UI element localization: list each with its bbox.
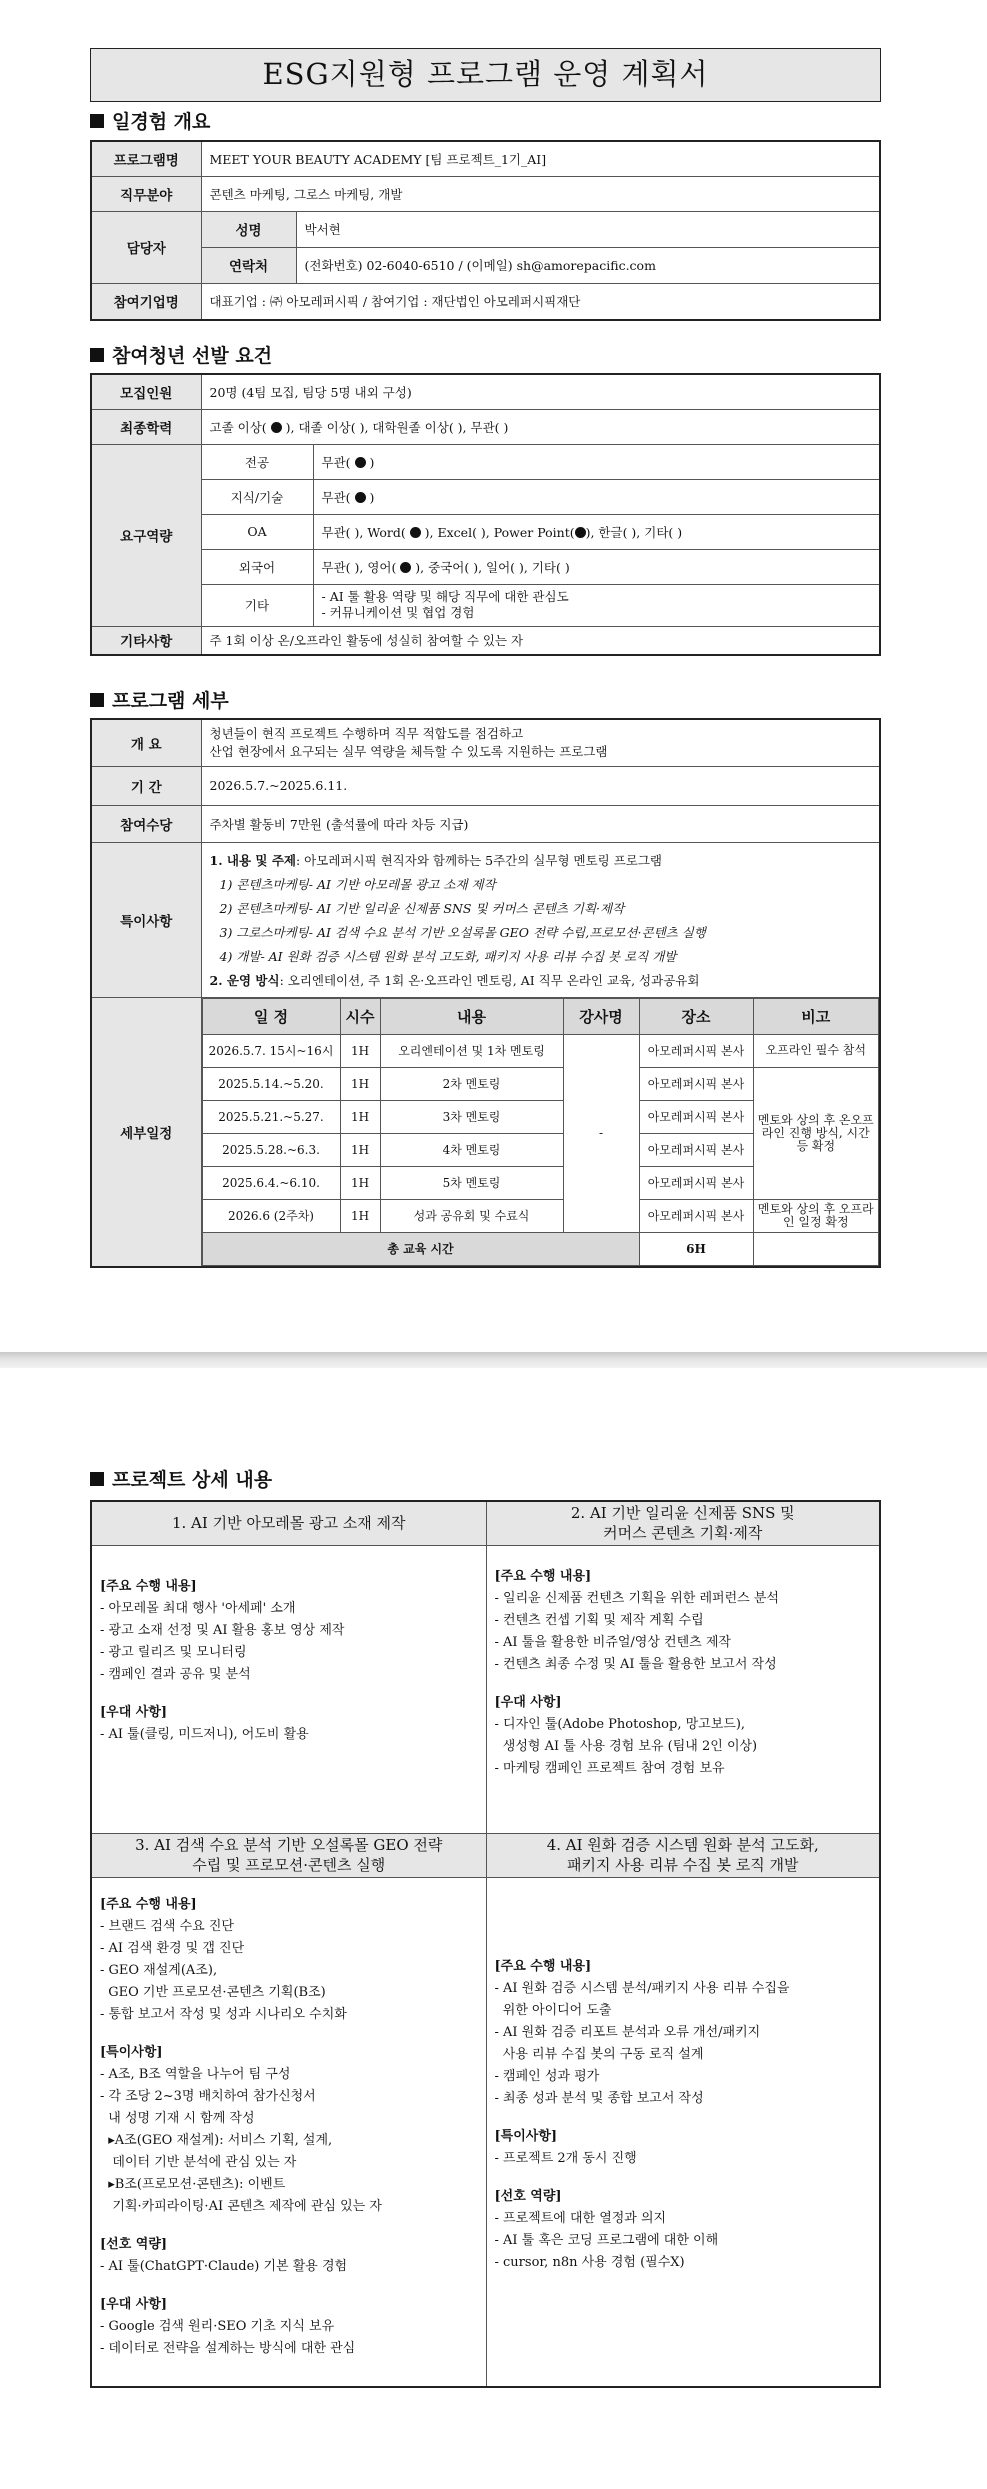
schedule-header: 강사명 [563, 998, 639, 1034]
etc-line: - 커뮤니케이션 및 협업 경험 [321, 605, 475, 620]
project-line: - Google 검색 원리·SEO 기초 지식 보유 [100, 2318, 335, 2334]
allowance-value: 주차별 활동비 7만원 (출석률에 따라 차등 지급) [201, 805, 880, 842]
project-line: - cursor, n8n 사용 경험 (필수X) [494, 2254, 685, 2270]
schedule-note: 오프라인 필수 참석 [753, 1034, 879, 1067]
schedule-content: 성과 공유회 및 수료식 [380, 1199, 563, 1232]
project-line: - AI 원화 검증 시스템 분석/패키지 사용 리뷰 수집을 [494, 1980, 790, 1996]
schedule-hours: 1H [340, 1133, 380, 1166]
title-line: 수립 및 프로모션·콘텐츠 실행 [192, 1856, 386, 1874]
table-row [91, 374, 880, 409]
schedule-place: 아모레퍼시픽 본사 [639, 1067, 753, 1100]
project-4-body [486, 1877, 880, 2387]
period-label: 기 간 [91, 766, 201, 805]
spacer [495, 2170, 872, 2186]
competency-label: 요구역량 [91, 444, 201, 626]
schedule-instructor: - [563, 1034, 639, 1232]
square-bullet-icon [90, 348, 104, 362]
project-title-row [91, 1501, 880, 1545]
checked-dot-icon [271, 422, 282, 433]
overview-line: 산업 현장에서 요구되는 실무 역량을 체득할 수 있도록 지원하는 프로그램 [209, 743, 608, 759]
table-row [91, 719, 880, 766]
schedule-hours: 1H [340, 1100, 380, 1133]
company-label: 참여기업명 [91, 283, 201, 320]
schedule-date: 2026.5.7. 15시~16시 [202, 1034, 340, 1067]
schedule-date: 2025.5.28.~6.3. [202, 1133, 340, 1166]
project-line: - 통합 보고서 작성 및 성과 시나리오 수치화 [100, 2006, 347, 2022]
schedule-place: 아모레퍼시픽 본사 [639, 1133, 753, 1166]
project-title-row [91, 1833, 880, 1877]
project-line: 사용 리뷰 수집 봇의 구동 로직 설계 [494, 2046, 704, 2062]
schedule-date: 2025.6.4.~6.10. [202, 1166, 340, 1199]
text: ), Excel( ), Power Point( [424, 524, 575, 540]
project-subheading: [주요 수행 내용] [100, 1578, 197, 1594]
text: ) [365, 454, 375, 470]
program-name-value: MEET YOUR BEAUTY ACADEMY [팀 프로젝트_1기_AI] [201, 141, 880, 176]
project-body-row [91, 1545, 880, 1833]
schedule-header: 내용 [380, 998, 563, 1034]
project-line: 생성형 AI 툴 사용 경험 보유 (팀내 2인 이상) [494, 1738, 758, 1754]
project-line: 기획·카피라이팅·AI 콘텐츠 제작에 관심 있는 자 [100, 2198, 382, 2214]
job-field-value: 콘텐츠 마케팅, 그로스 마케팅, 개발 [201, 176, 880, 211]
text: ), 대졸 이상( ), 대학원졸 이상( ), 무관( ) [285, 419, 509, 435]
table-row [91, 997, 880, 1267]
checked-dot-icon [400, 562, 411, 573]
square-bullet-icon [90, 693, 104, 707]
section-title: 일경험 개요 [112, 111, 211, 133]
schedule-content: 3차 멘토링 [380, 1100, 563, 1133]
schedule-content: 5차 멘토링 [380, 1166, 563, 1199]
schedule-note: 멘토와 상의 후 온오프라인 진행 방식, 시간 등 확정 [753, 1067, 879, 1199]
project-line: - 데이터로 전략을 설계하는 방식에 대한 관심 [100, 2340, 356, 2356]
company-value: 대표기업 : ㈜ 아모레퍼시픽 / 참여기업 : 재단법인 아모레퍼시픽재단 [201, 283, 880, 320]
job-field-label: 직무분야 [91, 176, 201, 211]
checked-dot-icon [410, 527, 421, 538]
etc-line: - AI 툴 활용 역량 및 해당 직무에 대한 관심도 [321, 589, 569, 604]
project-subheading: [특이사항] [100, 2044, 163, 2060]
other-value: 주 1회 이상 온/오프라인 활동에 성실히 참여할 수 있는 자 [201, 626, 880, 655]
spacer [100, 2026, 478, 2042]
project-line: - AI 툴 혹은 코딩 프로그램에 대한 이해 [494, 2232, 719, 2248]
project-subheading: [주요 수행 내용] [494, 1958, 592, 1974]
project-line: 위한 아이디어 도출 [494, 2002, 612, 2018]
table-row [91, 247, 880, 283]
project-subheading: [우대 사항] [494, 1694, 562, 1710]
table-row [91, 444, 880, 479]
schedule-hours: 1H [340, 1067, 380, 1100]
schedule-table [202, 998, 880, 1266]
schedule-hours: 1H [340, 1166, 380, 1199]
skill-label: 지식/기술 [201, 479, 313, 514]
project-line: - 디자인 툴(Adobe Photoshop, 망고보드), [494, 1716, 746, 1732]
schedule-hours: 1H [340, 1034, 380, 1067]
project-4-title [486, 1833, 880, 1877]
project-line: - 캠페인 결과 공유 및 분석 [100, 1666, 251, 1682]
project-line: - AI 원화 검증 리포트 분석과 오류 개선/패키지 [494, 2024, 761, 2040]
project-line: - 브랜드 검색 수요 진단 [100, 1918, 234, 1934]
program-overview-value [201, 719, 880, 766]
topic-item: 4) 개발- AI 원화 검증 시스템 원화 분석 고도화, 패키지 사용 리뷰 수집 봇 로직 개발 [219, 948, 677, 964]
text: 무관( ), Word( [321, 524, 406, 540]
checked-dot-icon [575, 527, 586, 538]
project-line: - 광고 릴리즈 및 모니터링 [100, 1644, 247, 1660]
section-title: 프로젝트 상세 내용 [112, 1469, 273, 1491]
project-line: - 캠페인 성과 평가 [494, 2068, 600, 2084]
project-line: ▸A조(GEO 재설계): 서비스 기획, 설계, [100, 2132, 333, 2148]
project-3-title [91, 1833, 486, 1877]
project-2-title [486, 1501, 880, 1545]
table-row [91, 176, 880, 211]
period-value: 2026.5.7.~2025.6.11. [201, 766, 880, 805]
page-2 [0, 1368, 987, 2489]
title-line: 패키지 사용 리뷰 수집 봇 로직 개발 [567, 1856, 799, 1874]
schedule-date: 2025.5.21.~5.27. [202, 1100, 340, 1133]
overview-table [90, 140, 881, 321]
text: 2. 운영 방식 [209, 972, 280, 988]
schedule-content: 오리엔테이션 및 1차 멘토링 [380, 1034, 563, 1067]
major-value [313, 444, 880, 479]
topic-item: 3) 그로스마케팅- AI 검색 수요 분석 기반 오설록몰 GEO 전략 수립,프로모션·콘텐츠 실행 [219, 924, 706, 940]
manager-label: 담당자 [91, 211, 201, 283]
document-title: ESG지원형 프로그램 운영 계획서 [90, 48, 881, 102]
square-bullet-icon [90, 114, 104, 128]
etc-value [313, 584, 880, 626]
table-row [91, 842, 880, 997]
project-subheading: [주요 수행 내용] [494, 1568, 592, 1584]
table-row [91, 479, 880, 514]
requirements-table [90, 373, 881, 656]
allowance-label: 참여수당 [91, 805, 201, 842]
text: : 아모레퍼시픽 현직자와 함께하는 5주간의 실무형 멘토링 프로그램 [295, 852, 662, 868]
total-hours-value: 6H [639, 1232, 753, 1265]
project-subheading: [선호 역량] [100, 2236, 168, 2252]
schedule-place: 아모레퍼시픽 본사 [639, 1166, 753, 1199]
project-line: - A조, B조 역할을 나누어 팀 구성 [100, 2066, 291, 2082]
schedule-header: 비고 [753, 998, 879, 1034]
spacer [100, 2218, 478, 2234]
project-line: - 프로젝트에 대한 열정과 의지 [494, 2210, 667, 2226]
project-line: - AI 툴을 활용한 비쥬얼/영상 컨텐츠 제작 [494, 1634, 731, 1650]
text: 무관( [321, 489, 351, 505]
project-line: - 일리윤 신제품 컨텐츠 기획을 위한 레퍼런스 분석 [494, 1590, 779, 1606]
table-row [91, 211, 880, 247]
empty-cell [753, 1232, 879, 1265]
table-row [91, 805, 880, 842]
project-line: - AI 검색 환경 및 갭 진단 [100, 1940, 245, 1956]
project-line: - 컨텐츠 컨셉 기획 및 제작 계획 수립 [494, 1612, 704, 1628]
text: : 오리엔테이션, 주 1회 온·오프라인 멘토링, AI 직무 온라인 교육, 성과공유회 [279, 972, 700, 988]
project-body-row [91, 1877, 880, 2387]
contact-label: 연락처 [201, 247, 296, 283]
method-line [210, 969, 872, 993]
project-1-title: 1. AI 기반 아모레몰 광고 소재 제작 [91, 1501, 486, 1545]
square-bullet-icon [90, 1472, 104, 1486]
total-hours-label: 총 교육 시간 [202, 1232, 639, 1265]
text: ), 한글( ), 기타( ) [585, 524, 683, 540]
project-line: - 아모레몰 최대 행사 '아세페' 소개 [100, 1600, 296, 1616]
section-heading-projects [90, 1468, 272, 1492]
project-subheading: [우대 사항] [100, 1704, 168, 1720]
topic-item: 2) 콘텐츠마케팅- AI 기반 일리윤 신제품 SNS 및 커머스 콘텐츠 기획·제작 [219, 900, 625, 916]
project-line: - 프로젝트 2개 동시 진행 [494, 2150, 637, 2166]
topic-item: 1) 콘텐츠마케팅- AI 기반 아모레몰 광고 소재 제작 [219, 876, 496, 892]
project-1-body [91, 1545, 486, 1833]
schedule-header-row [202, 998, 879, 1034]
page-separator [0, 1352, 987, 1368]
table-row [91, 283, 880, 320]
checked-dot-icon [355, 492, 366, 503]
skill-value [313, 479, 880, 514]
title-line: 4. AI 원화 검증 시스템 원화 분석 고도화, [546, 1836, 819, 1854]
section-heading-overview [90, 110, 210, 134]
program-name-label: 프로그램명 [91, 141, 201, 176]
project-subheading: [선호 역량] [494, 2188, 562, 2204]
title-line: 커머스 콘텐츠 기획·제작 [603, 1524, 763, 1543]
schedule-place: 아모레퍼시픽 본사 [639, 1034, 753, 1067]
project-subheading: [특이사항] [494, 2128, 558, 2144]
text: 1. 내용 및 주제 [209, 852, 296, 868]
project-2-body [486, 1545, 880, 1833]
project-line: - AI 툴(ChatGPT·Claude) 기본 활용 경험 [100, 2258, 348, 2274]
section-heading-requirements [90, 344, 272, 368]
project-line: - 광고 소재 선정 및 AI 활용 홍보 영상 제작 [100, 1622, 345, 1638]
schedule-row [202, 1199, 879, 1232]
table-row [91, 514, 880, 549]
project-line: 내 성명 기재 시 함께 작성 [100, 2110, 255, 2126]
spacer [100, 1686, 478, 1702]
etc-label: 기타 [201, 584, 313, 626]
projects-table [90, 1500, 881, 2388]
language-label: 외국어 [201, 549, 313, 584]
text: ) [365, 489, 375, 505]
recruit-value: 20명 (4팀 모집, 팀당 5명 내외 구성) [201, 374, 880, 409]
title-line: 3. AI 검색 수요 분석 기반 오설록몰 GEO 전략 [135, 1836, 443, 1854]
schedule-note: 멘토와 상의 후 오프라인 일정 확정 [753, 1199, 879, 1232]
overview-line: 청년들이 현직 프로젝트 수행하며 직무 적합도를 점검하고 [209, 725, 524, 741]
schedule-hours: 1H [340, 1199, 380, 1232]
language-value [313, 549, 880, 584]
project-line: 데이터 기반 분석에 관심 있는 자 [100, 2154, 297, 2170]
education-label: 최종학력 [91, 409, 201, 444]
program-table [90, 718, 881, 1268]
schedule-date: 2026.6 (2주차) [202, 1199, 340, 1232]
section-title: 프로그램 세부 [112, 690, 229, 712]
project-line: - 마케팅 캠페인 프로젝트 참여 경험 보유 [494, 1760, 725, 1776]
education-value [201, 409, 880, 444]
project-3-body [91, 1877, 486, 2387]
schedule-label: 세부일정 [91, 997, 201, 1267]
special-value [201, 842, 880, 997]
project-line: ▸B조(프로모션·콘텐츠): 이벤트 [100, 2176, 286, 2192]
spacer [100, 2278, 478, 2294]
table-row [91, 766, 880, 805]
oa-label: OA [201, 514, 313, 549]
schedule-header: 시수 [340, 998, 380, 1034]
manager-name-label: 성명 [201, 211, 296, 247]
schedule-content: 4차 멘토링 [380, 1133, 563, 1166]
schedule-row [202, 1067, 879, 1100]
table-row [91, 626, 880, 655]
project-line: - 각 조당 2~3명 배치하여 참가신청서 [100, 2088, 316, 2104]
text: ), 중국어( ), 일어( ), 기타( ) [411, 559, 570, 575]
schedule-total-row [202, 1232, 879, 1265]
manager-name-value: 박서현 [296, 211, 880, 247]
major-label: 전공 [201, 444, 313, 479]
special-heading [210, 849, 872, 873]
oa-value [313, 514, 880, 549]
schedule-content: 2차 멘토링 [380, 1067, 563, 1100]
project-subheading: [주요 수행 내용] [100, 1896, 197, 1912]
table-row [91, 549, 880, 584]
section-title: 참여청년 선발 요건 [112, 345, 273, 367]
text: 고졸 이상( [209, 419, 267, 435]
title-line: 2. AI 기반 일리윤 신제품 SNS 및 [570, 1504, 795, 1523]
recruit-label: 모집인원 [91, 374, 201, 409]
spacer [495, 1676, 872, 1692]
section-heading-program [90, 689, 229, 713]
project-line: - AI 툴(클링, 미드저니), 어도비 활용 [100, 1726, 309, 1742]
schedule-row [202, 1034, 879, 1067]
project-line: - GEO 재설계(A조), [100, 1962, 218, 1978]
program-overview-label: 개 요 [91, 719, 201, 766]
table-row [91, 409, 880, 444]
checked-dot-icon [355, 457, 366, 468]
schedule-date: 2025.5.14.~5.20. [202, 1067, 340, 1100]
project-line: GEO 기반 프로모션·콘텐츠 기획(B조) [100, 1984, 326, 2000]
schedule-header: 장소 [639, 998, 753, 1034]
project-line: - 최종 성과 분석 및 종합 보고서 작성 [494, 2090, 704, 2106]
text: 무관( [321, 454, 351, 470]
schedule-place: 아모레퍼시픽 본사 [639, 1100, 753, 1133]
contact-value: (전화번호) 02-6040-6510 / (이메일) sh@amorepacific.com [296, 247, 880, 283]
spacer [495, 2110, 872, 2126]
schedule-place: 아모레퍼시픽 본사 [639, 1199, 753, 1232]
table-row [91, 584, 880, 626]
special-label: 특이사항 [91, 842, 201, 997]
schedule-cell [201, 997, 880, 1267]
text: 무관( ), 영어( [321, 559, 401, 575]
project-line: - 컨텐츠 최종 수정 및 AI 툴을 활용한 보고서 작성 [494, 1656, 777, 1672]
project-subheading: [우대 사항] [100, 2296, 168, 2312]
schedule-header: 일 정 [202, 998, 340, 1034]
table-row [91, 141, 880, 176]
other-label: 기타사항 [91, 626, 201, 655]
